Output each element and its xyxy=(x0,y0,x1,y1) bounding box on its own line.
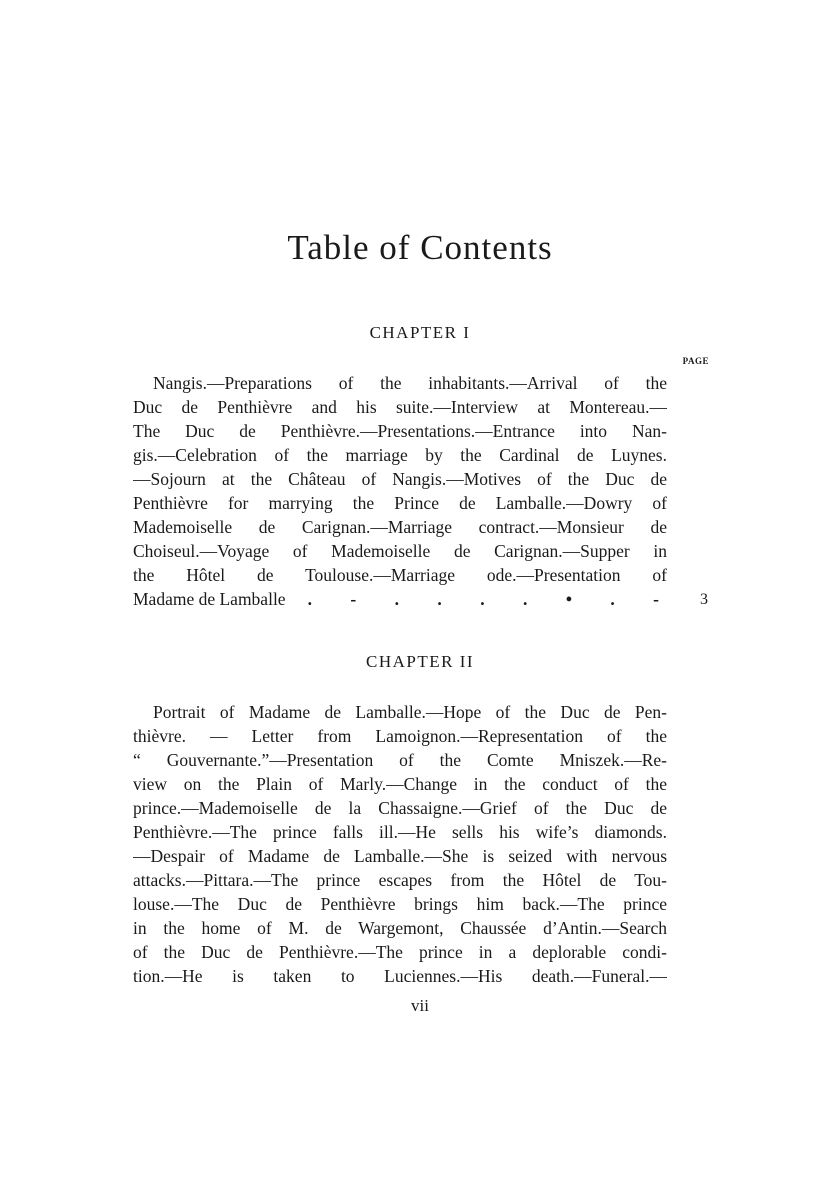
chapter-1-line: Nangis.—Preparations of the inhabitants.—Arrival of the xyxy=(153,373,667,393)
chapter-2-line: louse.—The Duc de Penthièvre brings him back.—The prince xyxy=(133,894,667,914)
chapter-1-line: Duc de Penthièvre and his suite.—Interview at Montereau.— xyxy=(133,397,667,417)
chapter-2-heading: CHAPTER II xyxy=(365,652,475,671)
chapter-1-final-line xyxy=(133,587,667,611)
chapter-2-line: in the home of M. de Wargemont, Chaussée d’Antin.—Search xyxy=(133,918,667,938)
chapter-1-line: —Sojourn at the Château of Nangis.—Motives of the Duc de xyxy=(133,469,667,489)
chapter-2-line: Portrait of Madame de Lamballe.—Hope of the Duc de Pen- xyxy=(153,702,667,722)
chapter-2-line: view on the Plain of Marly.—Change in the conduct of the xyxy=(133,774,667,794)
chapter-2-line: prince.—Mademoiselle de la Chassaigne.—Grief of the Duc de xyxy=(133,798,667,818)
chapter-1-line: Choiseul.—Voyage of Mademoiselle de Carignan.—Supper in xyxy=(133,541,667,561)
page-column-label: PAGE xyxy=(682,356,709,366)
dot-leader: . - . . . . • . - xyxy=(307,589,659,609)
chapter-1-line: Mademoiselle de Carignan.—Marriage contract.—Monsieur de xyxy=(133,517,667,537)
chapter-1-line: Penthièvre for marrying the Prince de Lamballe.—Dowry of xyxy=(133,493,667,513)
page-folio: vii xyxy=(411,996,429,1015)
chapter-2-line: Penthièvre.—The prince falls ill.—He sells his wife’s diamonds. xyxy=(133,822,667,842)
chapter-2-line: thièvre. — Letter from Lamoignon.—Representation of the xyxy=(133,726,667,746)
chapter-2-line: —Despair of Madame de Lamballe.—She is seized with nervous xyxy=(133,846,667,866)
chapter-1-line: Madame de Lamballe xyxy=(133,589,286,609)
chapter-2-line: of the Duc de Penthièvre.—The prince in a deplorable condi- xyxy=(133,942,667,962)
chapter-1-page-number: 3 xyxy=(700,591,708,608)
chapter-2-line: “ Gouvernante.”—Presentation of the Comte Mniszek.—Re- xyxy=(133,750,667,770)
chapter-1-line: The Duc de Penthièvre.—Presentations.—Entrance into Nan- xyxy=(133,421,667,441)
chapter-1-line: gis.—Celebration of the marriage by the Cardinal de Luynes. xyxy=(133,445,667,465)
page-title: Table of Contents xyxy=(287,228,553,267)
chapter-2-line: tion.—He is taken to Luciennes.—His death.—Funeral.— xyxy=(133,966,667,986)
chapter-1-heading: CHAPTER I xyxy=(369,323,471,342)
chapter-1-line: the Hôtel de Toulouse.—Marriage ode.—Presentation of xyxy=(133,565,667,585)
chapter-2-line: attacks.—Pittara.—The prince escapes from the Hôtel de Tou- xyxy=(133,870,667,890)
